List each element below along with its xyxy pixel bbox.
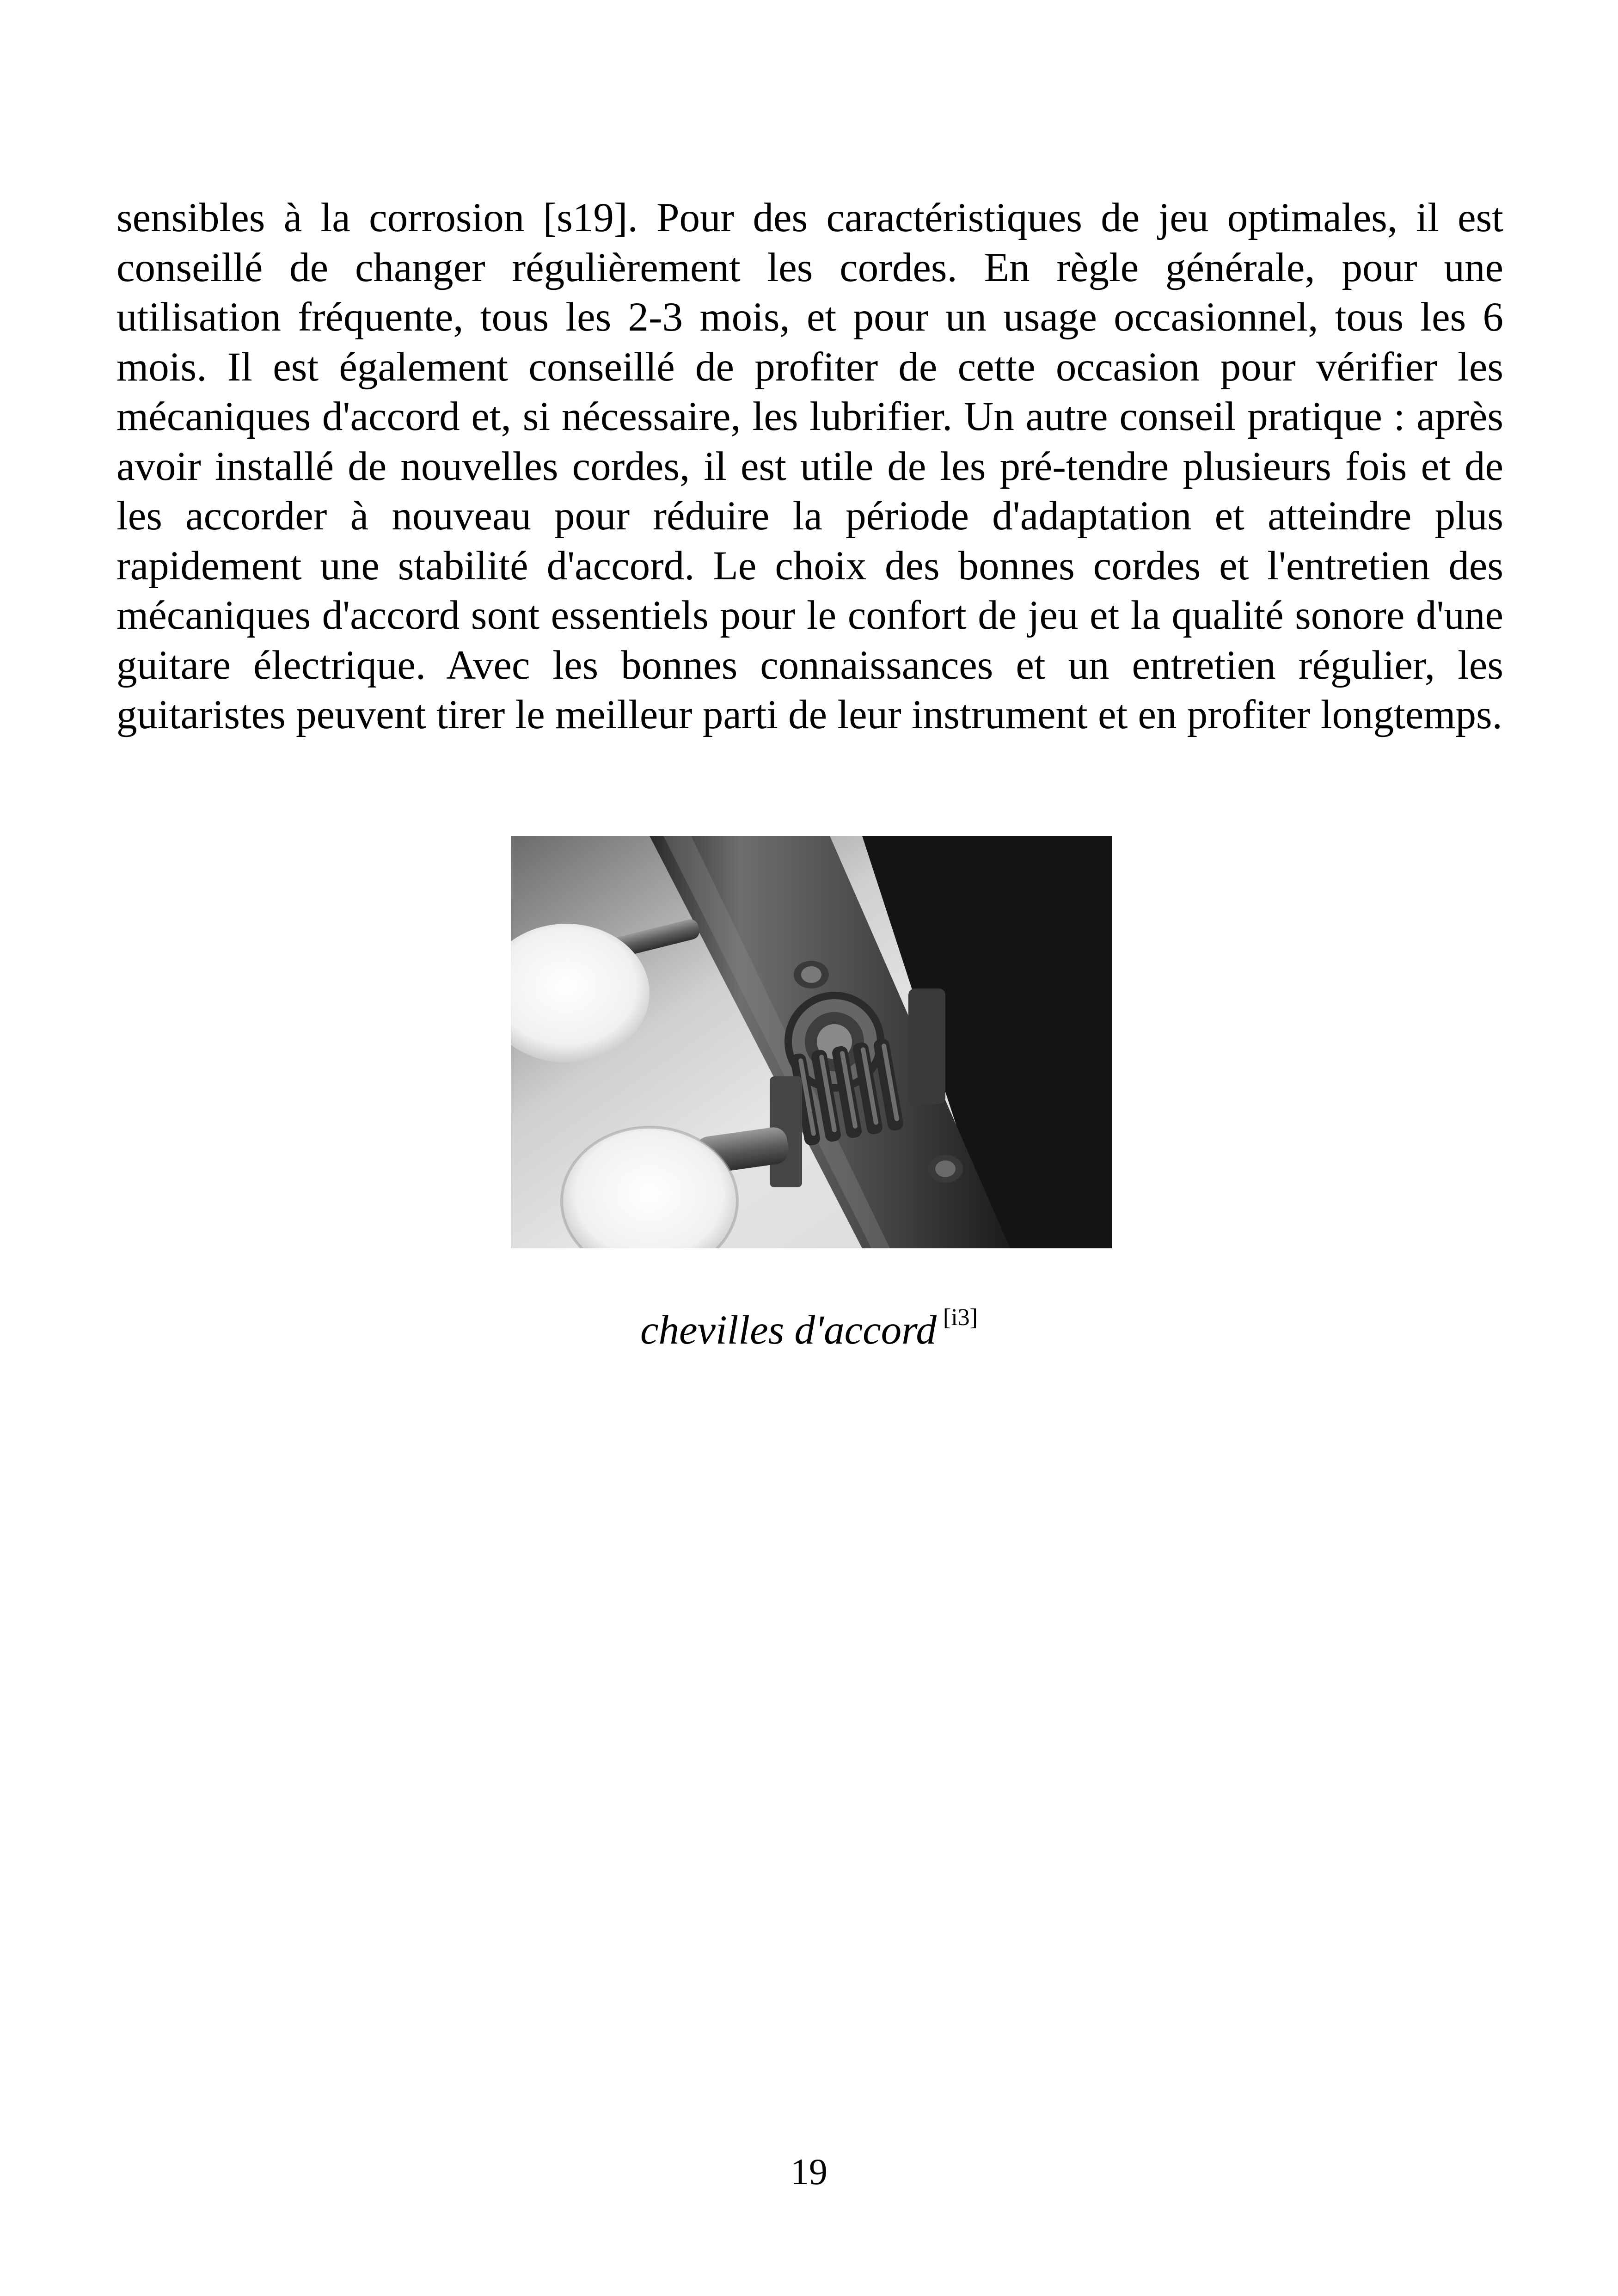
caption-reference: [i3] — [943, 1304, 978, 1331]
page-number: 19 — [791, 2152, 827, 2192]
figure-caption — [0, 1292, 1618, 1356]
body-paragraph: sensibles à la corrosion [s19]. Pour des caractéristiques de jeu optimales, il est conseillé de changer régulièrement les cordes. En règle générale, pour une utilisation fréquente, tous les 2-3 mois, et pour un usage occasionnel, tous les 6 mois. Il est également conseillé de profiter de cette occasion pour vérifier les mécaniques d'accord et, si nécessaire, les lubrifier. Un autre conseil pratique : après avoir installé de nouvelles cordes, il est utile de les pré-tendre plusieurs fois et de les accorder à nouveau pour réduire la période d'adaptation et atteindre plus rapidement une stabilité d'accord. Le choix des bonnes cordes et l'entretien des mécaniques d'accord sont essentiels pour le confort de jeu et la qualité sonore d'une guitare électrique. Avec les bonnes connaissances et un entretien régulier, les guitaristes peuvent tirer le meilleur parti de leur instrument et en profiter longtemps. — [116, 195, 1503, 737]
tuning-pegs-photo — [511, 836, 1112, 1248]
caption-text: chevilles d'accord — [640, 1308, 937, 1353]
